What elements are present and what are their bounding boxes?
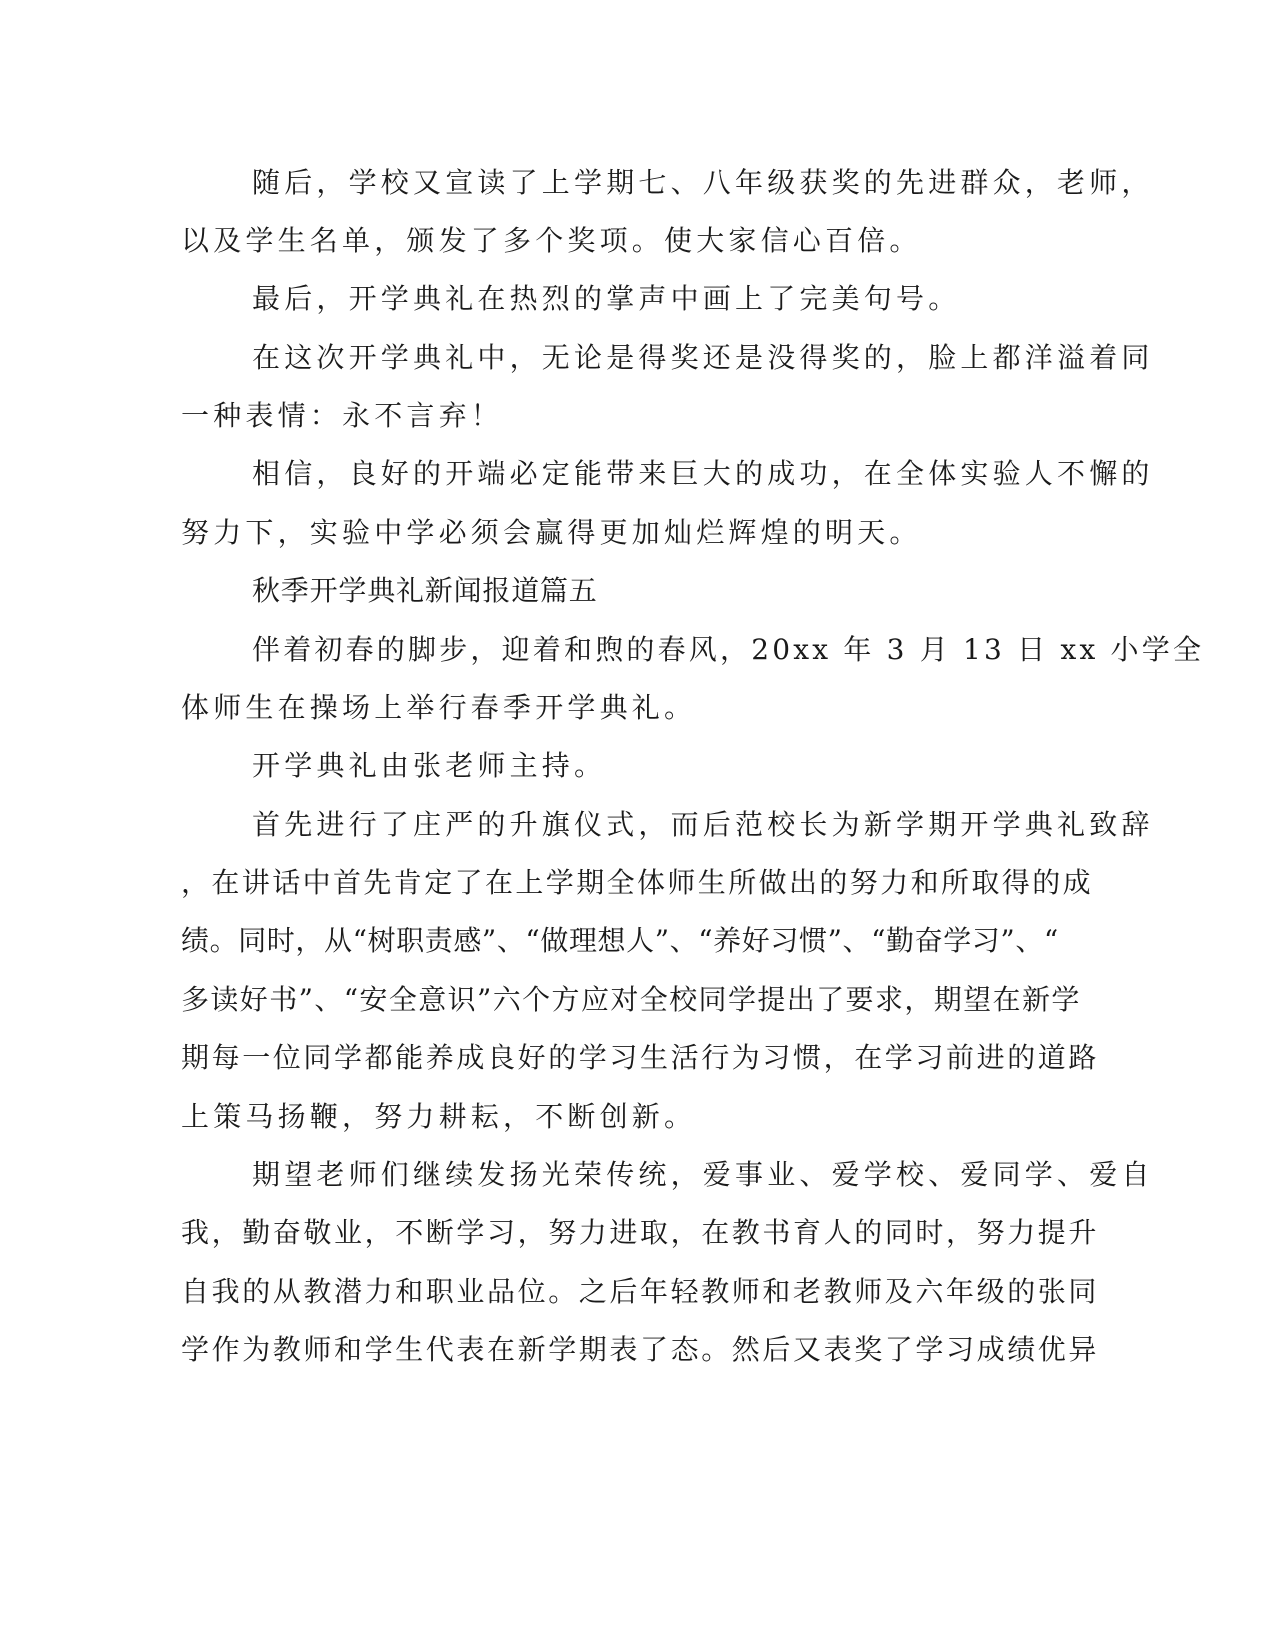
paragraph-line-13: 绩。同时，从“树职责感”、“做理想人”、“养好习惯”、“勤奋学习”、“ bbox=[181, 924, 1059, 957]
paragraph-line-7: 努力下，实验中学必须会赢得更加灿烂辉煌的明天。 bbox=[181, 516, 922, 549]
paragraph-line-14: 多读好书”、“安全意识”六个方应对全校同学提出了要求，期望在新学 bbox=[181, 983, 1081, 1016]
paragraph-line-8: 伴着初春的脚步，迎着和煦的春风，20xx 年 3 月 13 日 xx 小学全 bbox=[252, 633, 1205, 666]
paragraph-line-12: ，在讲话中首先肯定了在上学期全体师生所做出的努力和所取得的成 bbox=[181, 866, 1094, 899]
paragraph-line-18: 我，勤奋敬业，不断学习，努力进取，在教书育人的同时，努力提升 bbox=[181, 1216, 1100, 1249]
paragraph-line-20: 学作为教师和学生代表在新学期表了态。然后又表奖了学习成绩优异 bbox=[181, 1333, 1100, 1366]
paragraph-line-4: 在这次开学典礼中，无论是得奖还是没得奖的，脸上都洋溢着同 bbox=[252, 341, 1154, 374]
paragraph-line-2: 以及学生名单，颁发了多个奖项。使大家信心百倍。 bbox=[181, 224, 922, 257]
paragraph-line-3: 最后，开学典礼在热烈的掌声中画上了完美句号。 bbox=[252, 282, 961, 315]
paragraph-line-19: 自我的从教潜力和职业品位。之后年轻教师和老教师及六年级的张同 bbox=[181, 1275, 1100, 1308]
paragraph-line-15: 期每一位同学都能养成良好的学习生活行为习惯，在学习前进的道路 bbox=[181, 1041, 1100, 1074]
paragraph-line-11: 首先进行了庄严的升旗仪式，而后范校长为新学期开学典礼致辞 bbox=[252, 808, 1154, 841]
paragraph-line-9: 体师生在操场上举行春季开学典礼。 bbox=[181, 691, 697, 724]
paragraph-line-17: 期望老师们继续发扬光荣传统，爱事业、爱学校、爱同学、爱自 bbox=[252, 1158, 1154, 1191]
paragraph-line-6: 相信，良好的开端必定能带来巨大的成功，在全体实验人不懈的 bbox=[252, 457, 1154, 490]
paragraph-line-10: 开学典礼由张老师主持。 bbox=[252, 749, 607, 782]
section-heading: 秋季开学典礼新闻报道篇五 bbox=[252, 574, 598, 607]
paragraph-line-16: 上策马扬鞭，努力耕耘，不断创新。 bbox=[181, 1100, 697, 1133]
paragraph-line-1: 随后，学校又宣读了上学期七、八年级获奖的先进群众，老师， bbox=[252, 166, 1154, 199]
paragraph-line-5: 一种表情：永不言弃！ bbox=[181, 399, 504, 432]
